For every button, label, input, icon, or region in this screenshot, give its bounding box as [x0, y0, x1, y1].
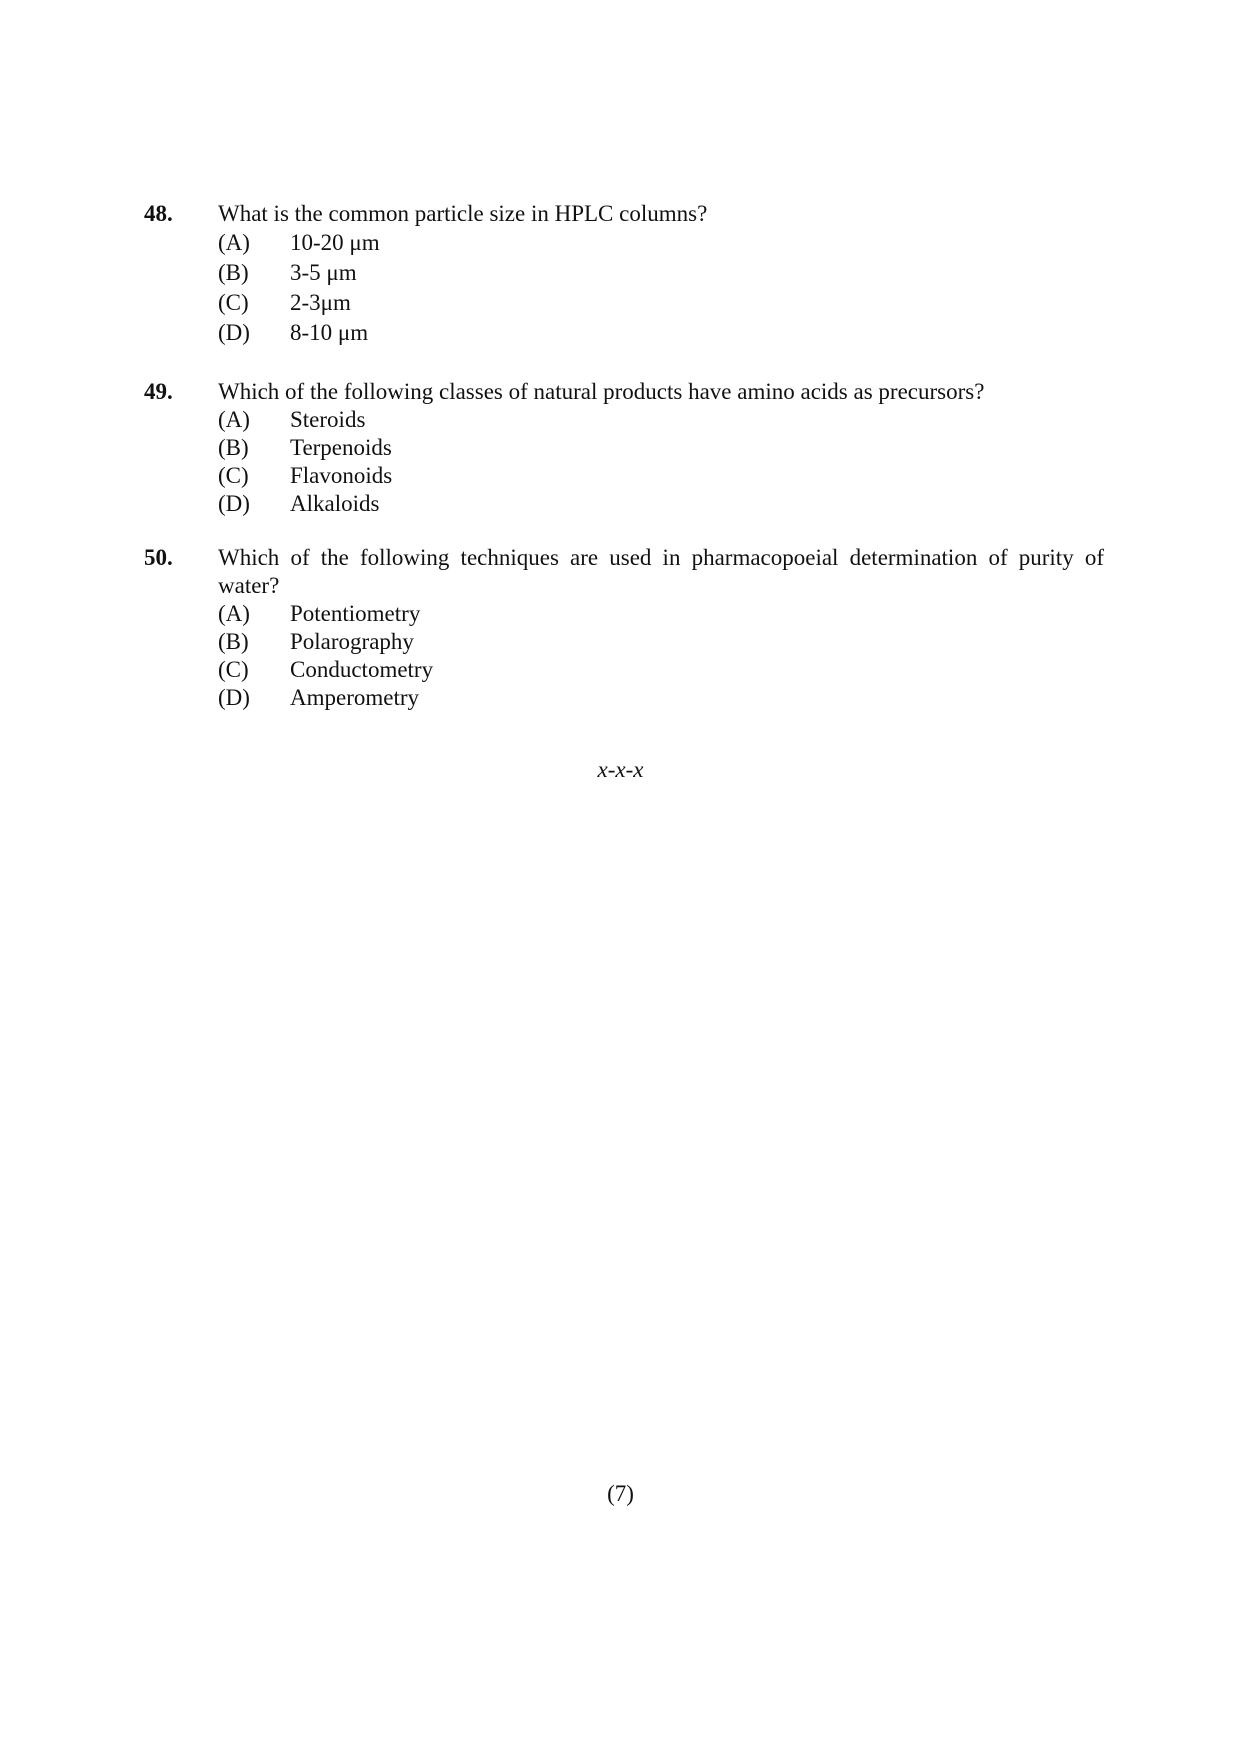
question-text: Which of the following techniques are used in pharmacopoeial determination of purity of water? [218, 545, 1104, 598]
question-50 [144, 544, 1104, 712]
option-label: (B) [218, 260, 249, 285]
option-d [144, 490, 1104, 518]
option-d [144, 684, 1104, 712]
option-text: Potentiometry [290, 601, 421, 626]
option-label: (D) [218, 320, 250, 345]
option-c [144, 289, 1104, 319]
question-number: 49. [144, 379, 173, 404]
option-b [144, 628, 1104, 656]
option-label: (B) [218, 435, 249, 460]
end-of-questions-mark: x-x-x [597, 757, 644, 782]
option-b [144, 259, 1104, 289]
option-text: 3-5 μm [290, 260, 357, 285]
question-49 [144, 378, 1104, 518]
option-text: Conductometry [290, 657, 434, 682]
option-label: (C) [218, 657, 249, 682]
option-text: 2-3μm [290, 290, 351, 315]
option-text: Alkaloids [290, 491, 380, 516]
question-stem [144, 200, 1104, 228]
option-d [144, 319, 1104, 349]
page-number: (7) [607, 1481, 634, 1506]
option-c [144, 656, 1104, 684]
option-text: Amperometry [290, 685, 420, 710]
question-stem [144, 544, 1104, 600]
option-a [144, 406, 1104, 434]
option-label: (A) [218, 601, 250, 626]
question-48 [144, 200, 1104, 349]
option-text: Flavonoids [290, 463, 393, 488]
option-label: (C) [218, 463, 249, 488]
option-label: (A) [218, 230, 250, 255]
option-label: (D) [218, 685, 250, 710]
option-label: (A) [218, 407, 250, 432]
option-c [144, 462, 1104, 490]
option-label: (D) [218, 491, 250, 516]
option-a [144, 600, 1104, 628]
question-text: What is the common particle size in HPLC columns? [218, 201, 708, 226]
option-text: Terpenoids [290, 435, 392, 460]
option-text: 10-20 μm [290, 230, 380, 255]
question-number: 50. [144, 545, 173, 570]
option-text: 8-10 μm [290, 320, 369, 345]
question-number: 48. [144, 201, 173, 226]
option-label: (C) [218, 290, 249, 315]
option-text: Steroids [290, 407, 366, 432]
option-text: Polarography [290, 629, 414, 654]
option-b [144, 434, 1104, 462]
option-a [144, 229, 1104, 259]
question-stem [144, 378, 1104, 406]
question-text: Which of the following classes of natural products have amino acids as precursors? [218, 379, 985, 404]
option-label: (B) [218, 629, 249, 654]
